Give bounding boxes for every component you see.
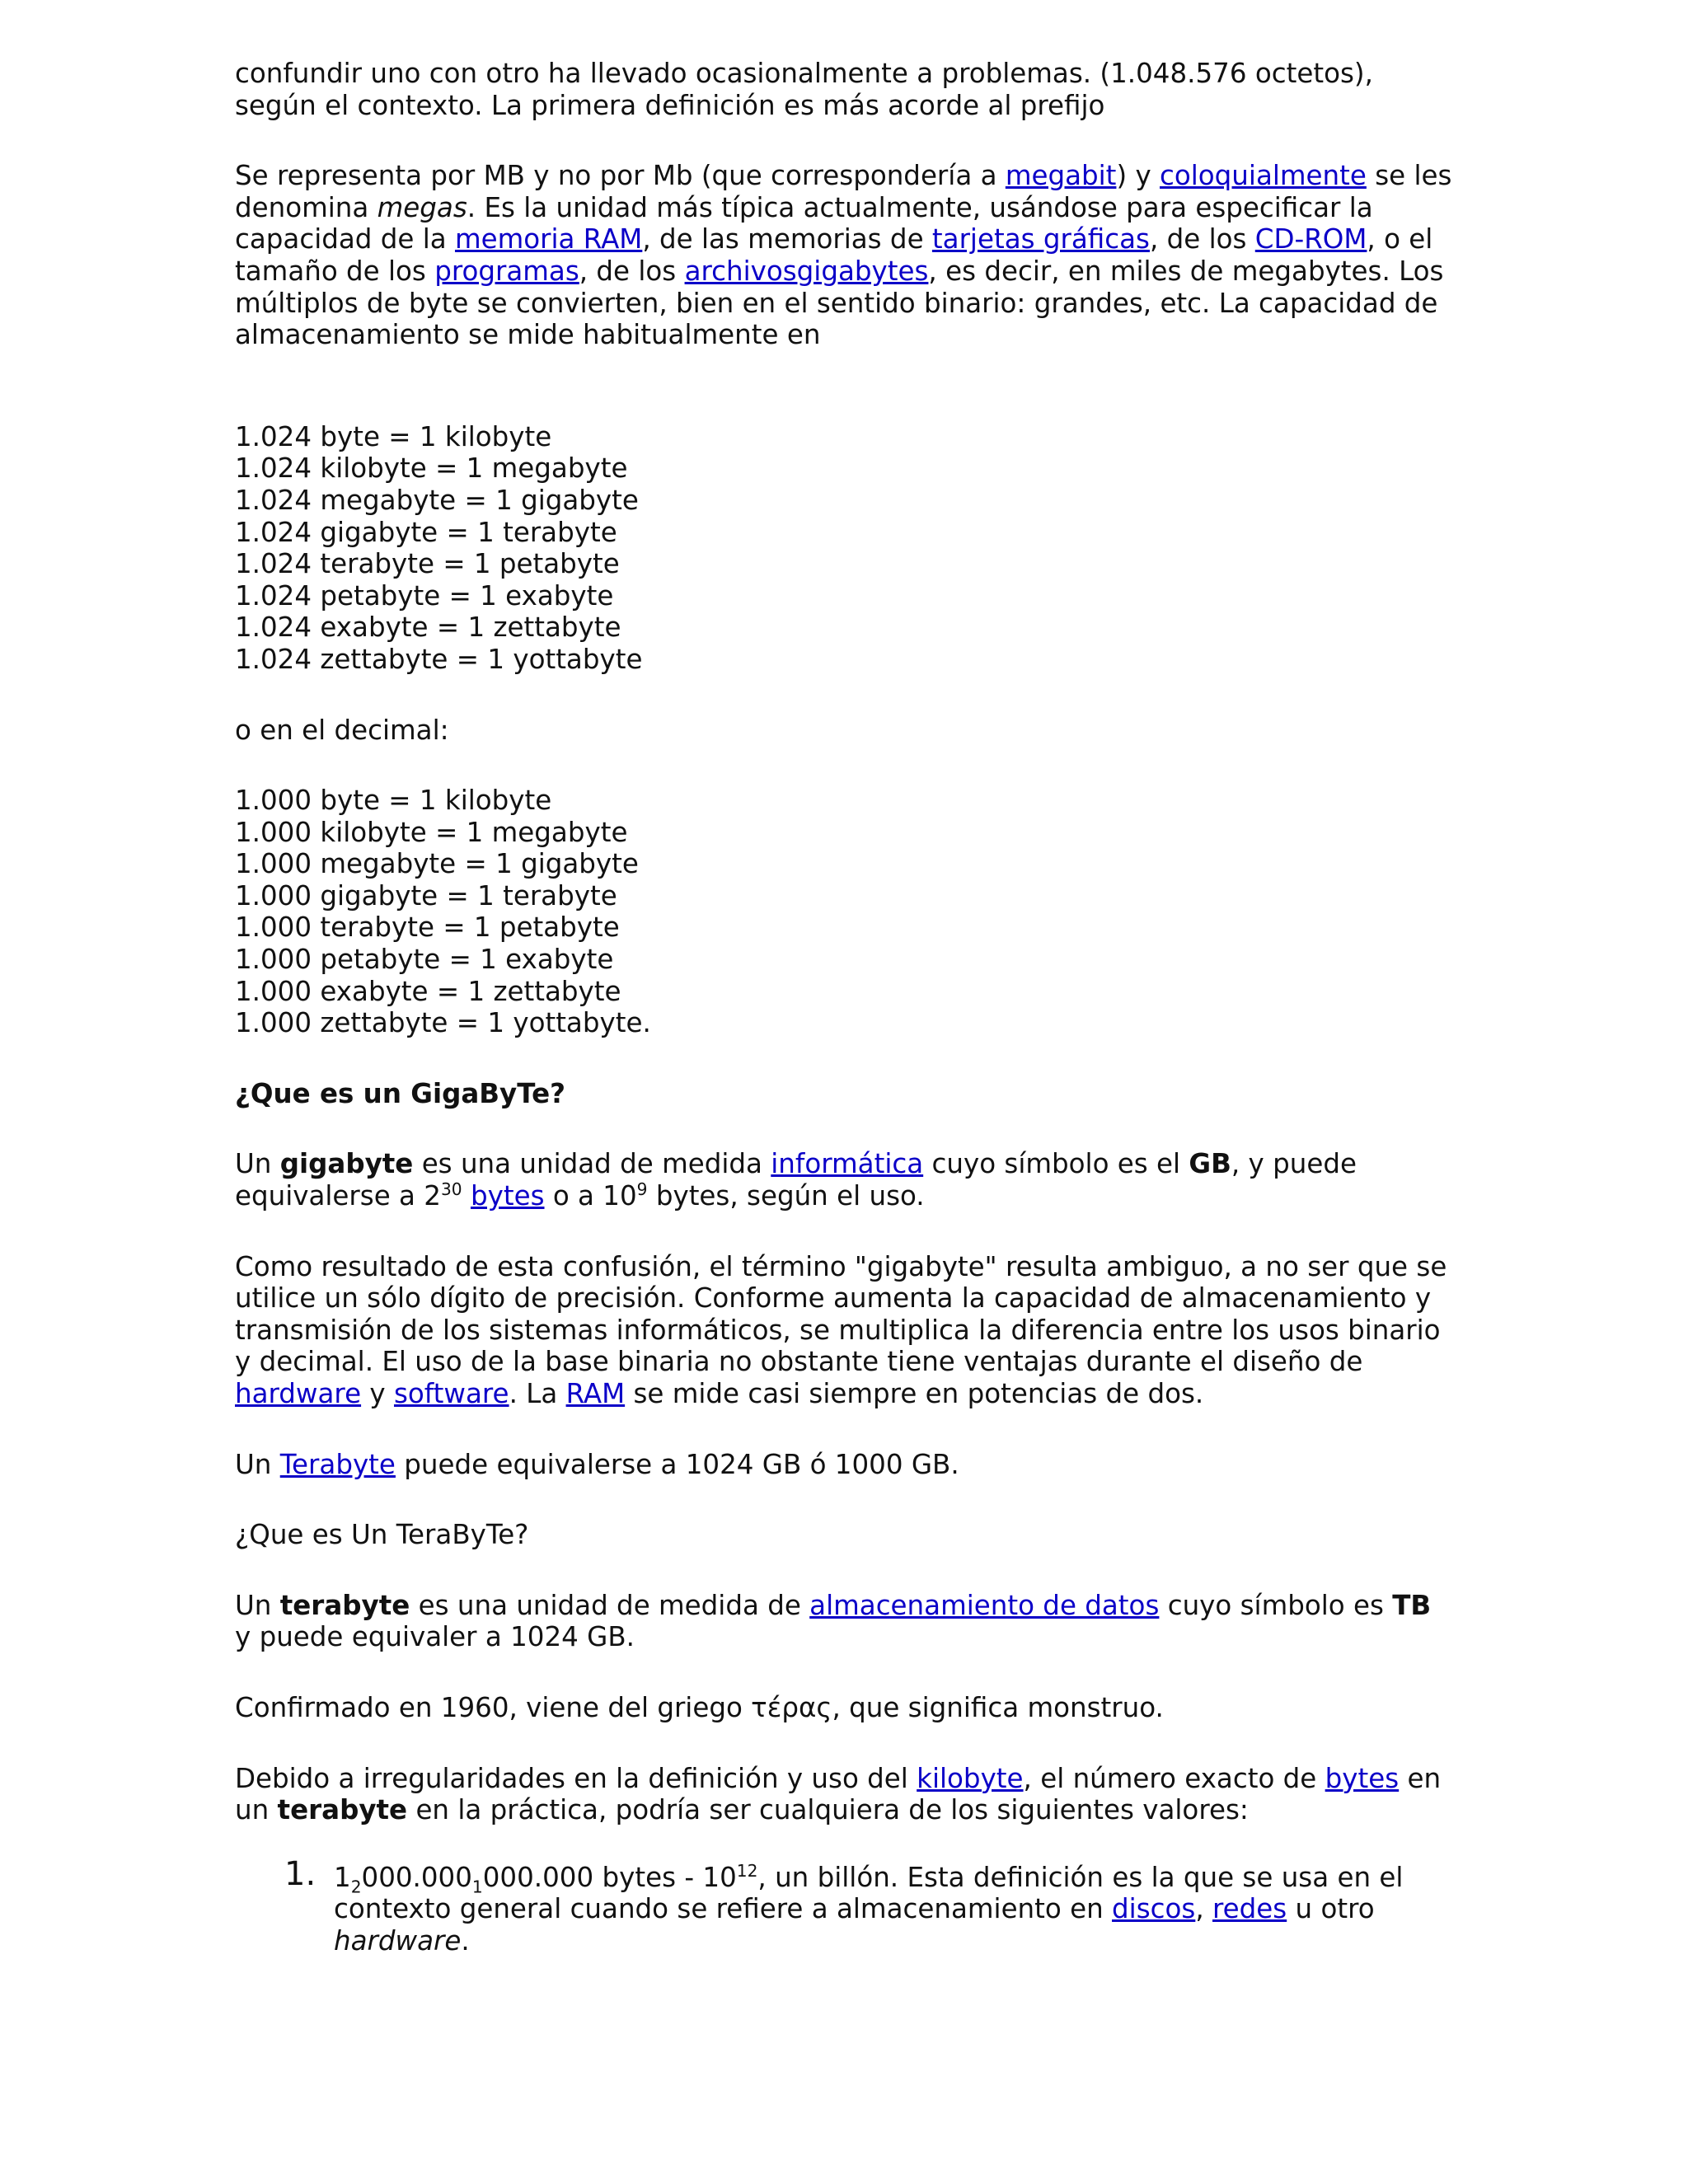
list-line: 1.000 megabyte = 1 gigabyte	[235, 848, 639, 880]
link-programas[interactable]: programas	[434, 255, 579, 287]
decimal-multiples-list	[235, 785, 1453, 1039]
link-hardware[interactable]: hardware	[235, 1378, 362, 1409]
link-coloquialmente[interactable]: coloquialmente	[1160, 160, 1367, 192]
paragraph-terabyte-equivalence: Un Terabyte puede equivalerse a 1024 GB ó 1000 GB.	[235, 1448, 959, 1480]
list-line: 1.000 zettabyte = 1 yottabyte.	[235, 1007, 651, 1039]
list-line: 1.024 gigabyte = 1 terabyte	[235, 516, 617, 548]
link-terabyte[interactable]: Terabyte	[279, 1448, 396, 1480]
list-line: 1.024 byte = 1 kilobyte	[235, 420, 552, 452]
link-kilobyte[interactable]: kilobyte	[917, 1762, 1024, 1794]
paragraph-confusion: Como resultado de esta confusión, el término "gigabyte" resulta ambiguo, a no ser que se utilice un sólo dígito de precisión. Conforme aumenta la capacidad de almacenamiento y transmisión de los sistemas informáticos, se multiplica la diferencia entre los usos binario y decimal. El uso de la base binaria no obstante tiene ventajas durante el diseño de hardware y software. La RAM se mide casi siempre en potencias de dos.	[235, 1250, 1447, 1409]
list-line: 1.024 zettabyte = 1 yottabyte	[235, 643, 643, 675]
link-megabit[interactable]: megabit	[1005, 160, 1117, 192]
binary-multiples-list	[235, 421, 1453, 676]
list-line: 1.024 petabyte = 1 exabyte	[235, 579, 614, 612]
paragraph-irregularidades: Debido a irregularidades en la definición y uso del kilobyte, el número exacto de bytes en un terabyte en la práctica, podría ser cualquiera de los siguientes valores:	[235, 1762, 1442, 1826]
link-memoria-ram[interactable]: memoria RAM	[454, 223, 643, 255]
link-archivos-gigabytes[interactable]: archivosgigabytes	[684, 255, 929, 287]
link-discos[interactable]: discos	[1112, 1893, 1196, 1925]
link-bytes[interactable]: bytes	[1325, 1762, 1400, 1794]
link-almacenamiento-de-datos[interactable]: almacenamiento de datos	[809, 1589, 1160, 1621]
decimal-intro: o en el decimal:	[235, 714, 449, 746]
list-line: 1.000 terabyte = 1 petabyte	[235, 912, 620, 944]
list-line: 1.024 exabyte = 1 zettabyte	[235, 612, 621, 644]
list-item: 1. $1_2000.000_1000.000$ bytes - $10^{12}$, un billón. Esta definición es la que se usa en el contexto general cuando se refiere a almacenamiento en discos, redes u otro hardware.	[284, 1854, 1404, 1957]
list-line: 1.024 terabyte = 1 petabyte	[235, 548, 620, 580]
heading-gigabyte: ¿Que es un GigaByTe?	[235, 1077, 565, 1109]
link-cd-rom[interactable]: CD-ROM	[1254, 223, 1367, 255]
paragraph-confirmado: Confirmado en 1960, viene del griego τέρας, que significa monstruo.	[235, 1691, 1164, 1723]
paragraph-gigabyte-definition: Un gigabyte es una unidad de medida informática cuyo símbolo es el GB, y puede equivalerse a $2^{30}$ bytes o a $10^9$ bytes, según el uso.	[235, 1148, 1357, 1212]
paragraph-terabyte-definition: Un terabyte es una unidad de medida de almacenamiento de datos cuyo símbolo es TB y puede equivaler a 1024 GB.	[235, 1589, 1432, 1653]
list-line: 1.000 gigabyte = 1 terabyte	[235, 879, 617, 912]
spacer	[235, 351, 1453, 421]
link-software[interactable]: software	[393, 1378, 509, 1409]
link-ram[interactable]: RAM	[565, 1378, 626, 1409]
list-line: 1.000 exabyte = 1 zettabyte	[235, 975, 621, 1007]
list-line: 1.000 byte = 1 kilobyte	[235, 785, 552, 817]
link-bytes[interactable]: bytes	[470, 1180, 545, 1212]
link-tarjetas-graficas[interactable]: tarjetas gráficas	[931, 223, 1150, 255]
link-informatica[interactable]: informática	[771, 1148, 924, 1180]
list-line: 1.024 megabyte = 1 gigabyte	[235, 484, 639, 516]
paragraph-prefix-context: confundir uno con otro ha llevado ocasionalmente a problemas. (1.048.576 octetos), según el contexto. La primera definición es más acorde al prefijo	[235, 58, 1373, 121]
paragraph-megabyte: Se representa por MB y no por Mb (que correspondería a megabit) y coloquialmente se les denomina megas. Es la unidad más típica actualmente, usándose para especificar la capacidad de la memoria RAM, de las memorias de tarjetas gráficas, de los CD-ROM, o el tamaño de los programas, de los archivosgigabytes, es decir, en miles de megabytes. Los múltiplos de byte se convierten, bien en el sentido binario: grandes, etc. La capacidad de almacenamiento se mide habitualmente en	[235, 160, 1452, 351]
list-line: 1.024 kilobyte = 1 megabyte	[235, 452, 628, 485]
terabyte-values-list	[235, 1854, 1453, 1957]
list-line: 1.000 kilobyte = 1 megabyte	[235, 816, 628, 848]
list-item-number: 1.	[284, 1854, 316, 1893]
list-line: 1.000 petabyte = 1 exabyte	[235, 944, 614, 976]
link-redes[interactable]: redes	[1212, 1893, 1287, 1925]
heading-terabyte: ¿Que es Un TeraByTe?	[235, 1519, 529, 1551]
